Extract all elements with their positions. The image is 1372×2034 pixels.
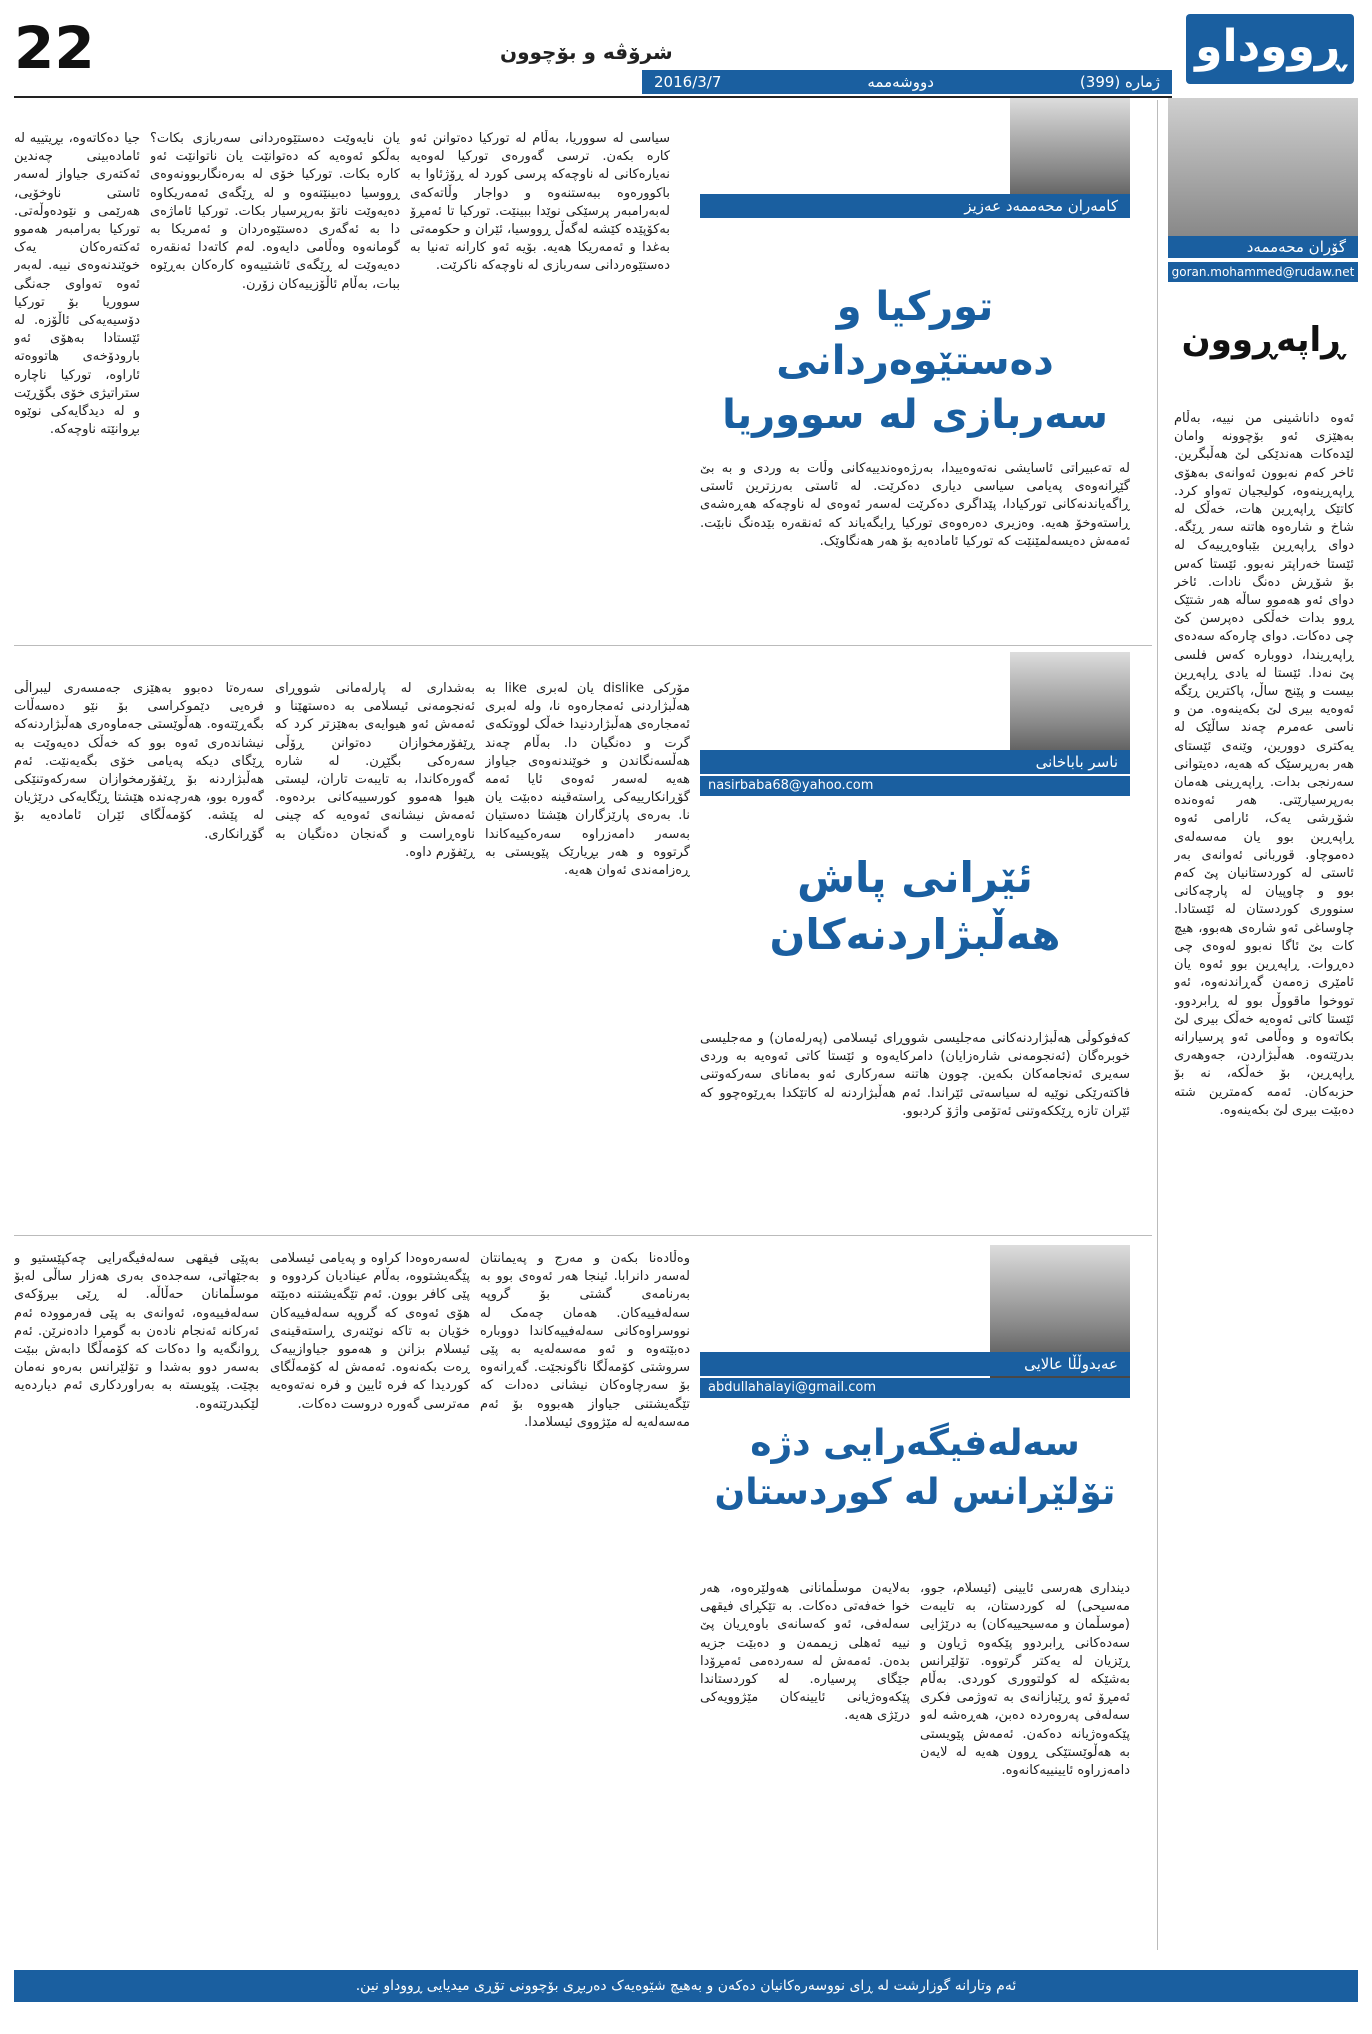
sidebar-title: ڕاپەڕوون: [1181, 320, 1345, 360]
article3-col1: بەپێی فیقهی سەلەفیگەرایی چەکپێستیو و بەجێهاتی، سەجدەی بەری هەزار ساڵی لەبۆ موسڵمانان حەڵاڵە. لە ڕێی بیرۆکەی سەلەفییەوە، ئەوانەی بە پێی فەرموودە ئەم ئەرکانە ئەنجام نادەن بە گومڕا دادەنرێن. ئەم ڕوانگەیە وا دەکات کە کۆمەڵگا دابەش ببێت بەسەر دوو بەشدا و تۆلێرانس بەرەو نەمان بچێت. پێویستە بە بەراوردکاری ئەم دیاردەیە لێکبدرێتەوە.: [14, 1251, 259, 1412]
sidebar-author-name: گۆران محەممەد: [1168, 236, 1358, 258]
rudaw-logo: ڕووداو: [1186, 14, 1354, 84]
article3-col5: دینداری هەرسی ئایینی (ئیسلام، جوو، مەسیحی) لە کوردستان، بە تایبەت (موسڵمان و مەسیحییەکان) بە درێژایی سەدەکانی ڕابردوو پێکەوە ژیاون و ڕێزیان لە یەکتر گرتووە. تۆلێرانس بەشێکە لە کولتووری کوردی. بەڵام ئەمڕۆ ئەو ڕێبازانەی بە تەوژمی فکری سەلەفی پەروەردە دەبن، هەڕەشە لەو پێکەوەژیانە دەکەن. ئەمەش پێویستی بە هەڵوێستێکی ڕوون هەیە لە لایەن دامەزراوە ئایینییەکانەوە.: [920, 1581, 1130, 1779]
issue-date: 2016/3/7: [654, 73, 722, 91]
issue-day: دووشەممە: [867, 73, 934, 91]
article2-col2: بەشداری لە پارلەمانی شووڕای ئەنجومەنی ئیسلامی بە دەستهێنا و ئەمەش ئەو هیوایەی بەهێزتر کرد کە ڕێفۆرمخوازان دەتوانن ڕۆڵی سەرەکی بگێڕن. لە شارە گەورەکاندا، بە تایبەت تاران، لیستی هیوا هەموو کورسییەکانی بردەوە. ئەمەش نیشانەی ئەوەیە کە چینی ناوەڕاست و گەنجان دەنگیان بە ڕێفۆرم داوە.: [275, 681, 475, 860]
article1-col1: سیاسی لە سووریا، بەڵام لە تورکیا دەتوانن ئەو کارە بکەن. ترسی گەورەی تورکیا لەوەیە نەیارەکانی لە ناوچەکە پرسی کورد لە ڕۆژئاوا بە باکوورەوە ببەستنەوە و دواجار وڵاتەکەی لەبەرامبەر پرسێکی نوێدا ببینێت. تورکیا تا ئەمڕۆ بەکۆپێدە کێشە لەگەڵ ڕووسیا، ئێران و حکومەتی بەغدا و ئەمەریکا هەیە. بۆیە ئەو کارانە تەنیا بە دەستێوەردانی سەربازی لە ناوچەکە ناکرێت.: [410, 131, 670, 274]
article3-col3: وەڵادەنا بکەن و مەرج و پەیمانتان لەسەر دانرابا. ئینجا هەر ئەوەی بوو بە بەرنامەی گشتی بۆ گروپە سەلەفییەکان. هەمان چەمک لە نووسراوەکانی سەلەفییەکاندا دووبارە دەبێتەوە و ئەو مەسەلەیە بە پێی سروشتی کۆمەڵگا ناگونجێت. گەڕانەوە بۆ سەرچاوەکان نیشانی دەدات کە تێگەیشتنی جیاواز هەبووە بۆ ئەم مەسەلەیە لە مێژووی ئیسلامدا.: [480, 1251, 690, 1430]
article3-headline: [700, 1420, 1130, 1517]
sidebar-divider: [1157, 100, 1158, 1950]
issue-bar: [642, 70, 1172, 94]
article1-author-caption: [700, 194, 1130, 218]
article1-col3: جیا دەکاتەوە، بڕیتییە لە ئامادەبینی چەندین ئەکتەری جیاواز لەسەر ئاستی ناوخۆیی، هەرێمی و نێودەوڵەتی. تورکیا بەرامبەر هەموو ئەکتەرەکان یەک خوێندنەوەی نییە. لەبەر ئەوە تەواوی جەنگی سووریا بۆ تورکیا دۆسیەیەکی ئاڵۆزە. لە ئێستادا بەهۆی ئەو بارودۆخەی هاتووەتە ئاراوە، تورکیا ناچارە ستراتیژی خۆی بگۆڕێت و لە دیدگایەکی نوێوە بڕوانێتە ناوچەکە.: [14, 131, 140, 438]
sidebar-author-email[interactable]: goran.mohammed@rudaw.net: [1168, 262, 1358, 282]
article3-author-caption: [700, 1352, 1130, 1376]
article2-separator: [14, 1235, 1152, 1236]
article2-headline: [700, 850, 1130, 963]
article3-headline-line1: سەلەفیگەرایی دژە: [750, 1423, 1080, 1464]
article3-col4: بەلایەن موسڵمانانی هەولێرەوە، هەر خوا خەفەتی دەکات. بە تێکڕای فیقهی سەلەفی، ئەو کەسانەی باوەڕیان پێ نییە ئەهلی زیممەن و دەبێت جزیە بدەن. ئەمەش لە سەردەمی ئەمڕۆدا جێگای پرسیارە. لە کوردستاندا پێکەوەژیانی ئایینەکان مێژوویەکی درێژی هەیە.: [700, 1581, 910, 1724]
footer-disclaimer: ئەم وتارانە گوزارشت لە ڕای نووسەرەکانیان دەکەن و بەهیچ شێوەیەک دەربڕی بۆچوونی تۆڕی میدیایی ڕووداو نین.: [14, 1970, 1358, 2002]
article3-author-email[interactable]: abdullahalayi@gmail.com: [700, 1378, 1130, 1398]
article1-col4: لە تەعبیراتی ئاسایشی نەتەوەییدا، بەرژەوەندییەکانی وڵات بە وردی و بە بێ گێڕانەوەی پەیامی سیاسی دیاری دەکرێت. لە ئاستی بەرزترین ئاستی ڕاگەیاندنەکانی تورکیادا، پێداگری دەکرێت لەسەر ئەوەی لە ناوچەکە هەڕەشەی ڕاستەوخۆ هەیە. وەزیری دەرەوەی تورکیا ڕایگەیاند کە ئەنقەرە بێدەنگ نابێت. ئەمەش دەیسەلمێنێت کە تورکیا ئامادەیە بۆ هەر هەنگاوێک.: [700, 461, 1130, 549]
article1-headline-line1: تورکیا و دەستێوەردانی: [776, 284, 1054, 384]
article2-col4: کەفوکوڵی هەڵبژاردنەکانی مەجلیسی شووڕای ئیسلامی (پەرلەمان) و مەجلیسی خوبرەگان (ئەنجومەنی شارەزایان) دامرکایەوە و ئێستا کاتی ئەوەیە بە وردی سەیری ئەنجامەکان بکەین. چوون هاتنە سەرکاری ئەو بەمانای سەرکەوتنی فاکتەرێکی نوێیە لە سیاسەتی ئێراندا. ئەم هەڵبژاردنە لە کاتێکدا بەڕێوەچوو کە ئێران تازە ڕێککەوتنی ئەتۆمی واژۆ کردبوو.: [700, 1031, 1130, 1119]
page-number: 22: [14, 14, 95, 82]
article1-col2: یان نایەوێت دەستێوەردانی سەربازی بکات؟ بەڵکو ئەوەیە کە دەتوانێت یان ناتوانێت ئەو کارە بکات. تورکیا خۆی لە بەرەنگاربوونەوەی ڕووسیا دەبینێتەوە و لە ڕێگەی ئەمەریکاوە دەیەوێت ناتۆ بەرپرسیار بکات. تورکیا ئاماژەی دا بە ئەگەری دەستێوەردان و ئەمریکا بە گومانەوە وەڵامی دایەوە. لەم کاتەدا ئەنقەرە دەیەوێت لە ڕێگەی ئاشتییەوە کارەکان بەڕێوە ببات، بەڵام ئاڵۆزییەکان زۆرن.: [150, 131, 400, 292]
article2-col3: مۆرکی dislike یان لەبری like بە هەڵبژاردنی ئەمجارەوە نا، ولە لەبری ئەمجارەی هەڵبژاردنیدا خەڵک لووتکەی گرت و دەنگیان دا. بەڵام چەند هەڵسەنگاندن و خوێندنەوەی جیاواز هەیە لەسەر ئەوەی ئایا ئەمە گۆڕانکارییەکی ڕاستەقینە دەبێت یان نا. بەرەی پارێزگاران هێشتا دەستیان بەسەر دامەزراوە سەرەکییەکاندا گرتووە و هەر بڕیارێک پێویستی بە ڕەزامەندی ئەوان هەیە.: [485, 681, 690, 879]
article1-headline-line2: سەربازی لە سووریا: [722, 392, 1108, 438]
sidebar-text: ئەوە داناشینی من نییە، بەڵام بەهێزی ئەو بۆچوونە وامان لێدەکات هەندێکی لێ هەڵبگرین. ئاخر کەم نەبوون ئەوانەی بەهۆی ڕاپەڕینەوە، کولیجیان تەواو کرد. کاتێک ڕاپەڕین هات، خەڵک لە شاخ و شارەوە هاتنە سەر ڕێگە. دوای ڕاپەڕین بێباوەڕییەک لە ئێستا خەراپتر نەبوو. ئێستا کەس بۆ شۆڕش دەنگ نادات. ئاخر دوای ئەو هەموو ساڵە هەر شتێک ڕوو بدات خەڵکی دەپرسن کێ چی دەکات. دوای چارەکە سەدەی ڕاپەڕیندا، دووبارە کەس فلسی پێ نەدا. ئێستا لە یادی ڕاپەڕین بیست و پێنج ساڵ، پاکترین ڕێگە ئەوەیە بیری لێ بکەینەوە. من و ناسی عەمرم چەند ساڵێک لە یەکتری دوورین، وێنەی ئێستای هەر بەرپرسێک کە هەیە، دەیتوانی سەرنجی بدات. ڕاپەڕینی هەمان بەرپرسیارێتی. هەر ئەوەندە شۆڕشی یەک، ئارامی ئەوە ڕاپەڕین بوو یان مەسەلەی دەموچاو. قوربانی ئەوانەی بەر ئاستی لە کوردستانیان پێ کەم بوو و چاوپیان لە پارچەکانی سنووری کوردستان لە ئێستادا. چاوساغی ئەو شارەی هەبوو، هیچ کات بێ ئاگا نەبوو لەوەی چی دەڕوات. ڕاپەڕین بوو ئەوە یان ئامێری زەمەن گەڕاندنەوە، ئەو تووخوا ماقووڵ بوو لە ڕابردوو. ئێستا کاتی ئەوەیە خەڵک بیری لێ بکاتەوە و وەڵامی ئەو پرسیارانە بدرێتەوە. هەڵبژاردن، جەوهەری ڕاپەڕین، بۆ خەڵکە، نە بۆ حزبەکان. ئەمە کەمترین شتە دەبێت بیری لێ بکەینەوە.: [1174, 411, 1354, 1118]
article2-author-name: ناسر باباخانی: [1035, 753, 1118, 771]
article2-col1: سەرەتا دەبوو بەهێزی جەمسەری لیبراڵی فرەیی دێموکراسی بۆ نێو دەسەڵات بگەڕێتەوە. هەڵوێستی جەماوەری هەڵبژاردنەکە نیشاندەری ئەوە بوو کە خەڵک دەیەوێت بە ڕێگای دیکە پەیامی خۆی بگەیەنێت. ئەم هەڵبژاردنە بۆ ڕێفۆرمخوازان سەرکەوتنێکی گەورە بوو، هەرچەندە هێشتا ڕێگایەکی درێژیان لە پێشە. کۆمەڵگای ئێران ئامادەیە بۆ گۆڕانکاری.: [14, 681, 264, 842]
section-title: شرۆڤە و بۆچوون: [500, 40, 673, 64]
sidebar-author-photo: [1168, 98, 1358, 258]
article3-headline-line2: تۆلێرانس لە کوردستان: [714, 1471, 1116, 1513]
article1-author-name: کامەران محەممەد عەزیز: [964, 197, 1118, 215]
header-divider: [14, 96, 1172, 98]
article2-author-email[interactable]: nasirbaba68@yahoo.com: [700, 776, 1130, 796]
article1-headline: [700, 280, 1130, 442]
article2-headline-line2: هەڵبژاردنەکان: [769, 909, 1061, 959]
article2-headline-line1: ئێرانی پاش: [797, 853, 1033, 902]
article1-separator: [14, 645, 1152, 646]
article3-col2: لەسەرەوەدا کراوە و پەیامی ئیسلامی پێگەیشتووە، بەڵام عینادیان کردووە و پێی کافر بوون. ئەم تێگەیشتنە دەبێتە هۆی ئەوەی کە گروپە سەلەفییەکان خۆیان بە تاکە نوێنەری ڕاستەقینەی ئیسلام بزانن و هەموو جیاوازییەک ڕەت بکەنەوە. ئەمەش لە کۆمەڵگای کوردیدا کە فرە ئایین و فرە نەتەوەیە مەترسی گەورە دروست دەکات.: [270, 1251, 470, 1412]
article2-author-caption: [700, 750, 1130, 774]
article3-author-name: عەبدوڵڵا عالایی: [1024, 1355, 1118, 1373]
issue-label: ژمارە (399): [1079, 73, 1160, 91]
